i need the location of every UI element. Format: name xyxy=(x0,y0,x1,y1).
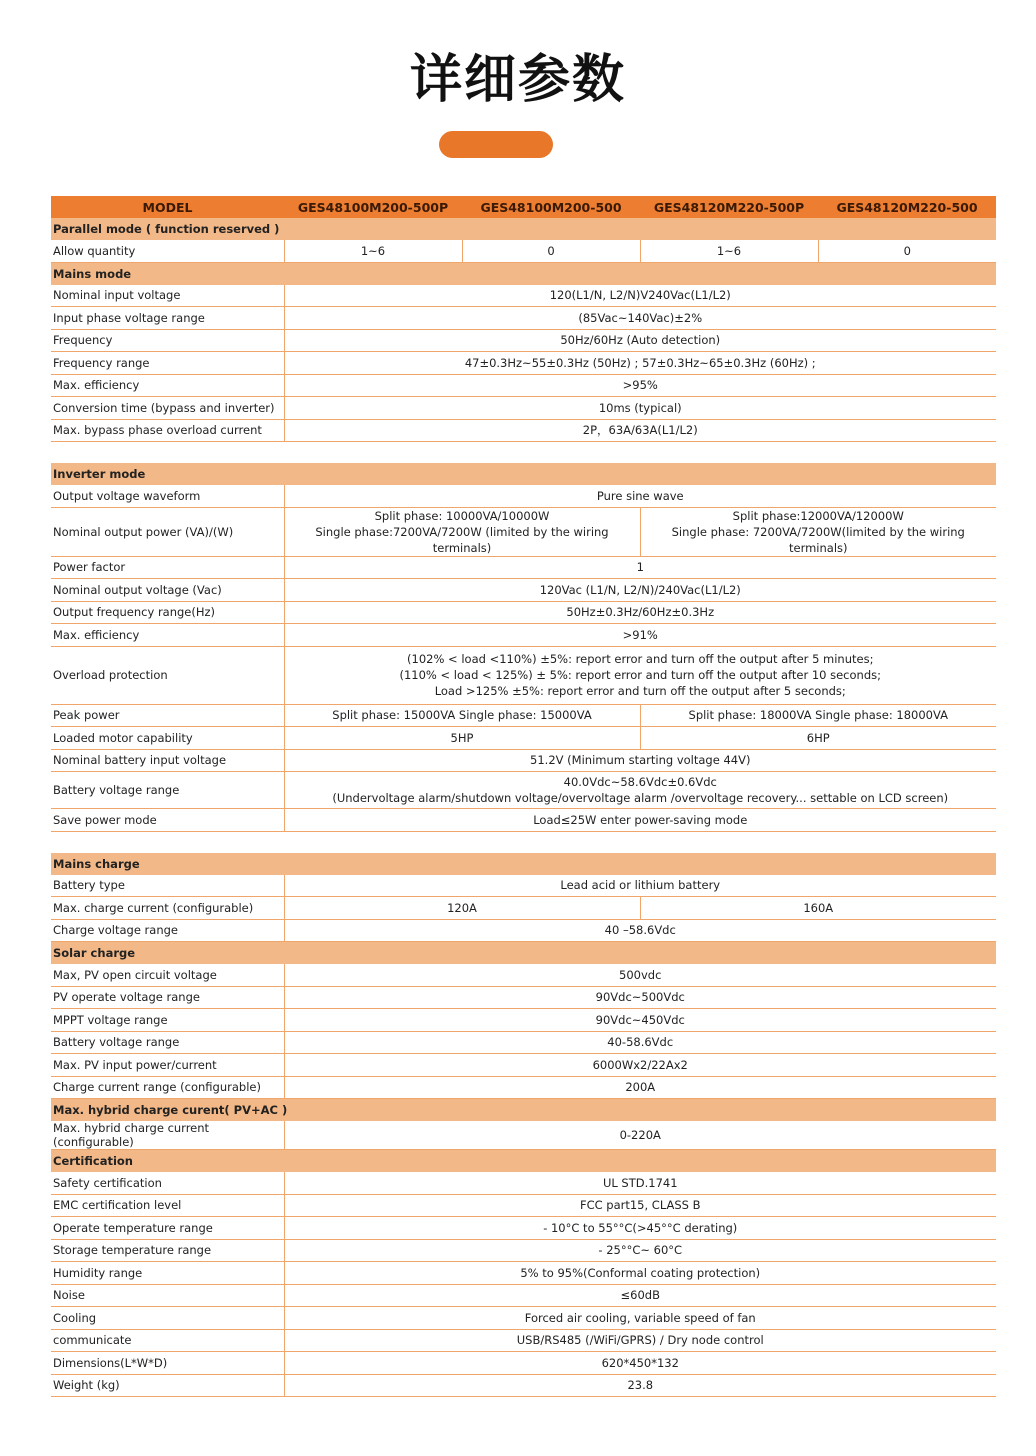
row-value: 620*450*132 xyxy=(284,1352,996,1375)
spacer xyxy=(51,442,996,464)
row-value: 47±0.3Hz~55±0.3Hz (50Hz) ; 57±0.3Hz~65±0.3Hz (60Hz) ; xyxy=(284,352,996,375)
section-row xyxy=(51,853,996,875)
row-value: ≤60dB xyxy=(284,1284,996,1307)
row-value: 200A xyxy=(284,1076,996,1099)
row-value: Lead acid or lithium battery xyxy=(284,875,996,897)
table-row xyxy=(51,1217,996,1240)
table-row xyxy=(51,1239,996,1262)
row-value: 40-58.6Vdc xyxy=(284,1031,996,1054)
table-row xyxy=(51,1374,996,1397)
table-row xyxy=(51,1076,996,1099)
row-value: 160A xyxy=(640,897,996,920)
row-value: 500vdc xyxy=(284,964,996,986)
table-row xyxy=(51,1307,996,1330)
row-label: Battery type xyxy=(51,875,284,897)
row-label: Max. PV input power/current xyxy=(51,1054,284,1077)
row-label: Humidity range xyxy=(51,1262,284,1285)
section-row xyxy=(51,1099,996,1122)
table-row xyxy=(51,772,996,809)
row-value: 40 –58.6Vdc xyxy=(284,919,996,942)
row-label: Conversion time (bypass and inverter) xyxy=(51,397,284,420)
spacer-row xyxy=(51,831,996,853)
table-row xyxy=(51,352,996,375)
row-value xyxy=(640,507,996,556)
title-accent-bar xyxy=(439,131,553,158)
row-label: Safety certification xyxy=(51,1172,284,1194)
row-value: 51.2V (Minimum starting voltage 44V) xyxy=(284,749,996,772)
row-label: Frequency range xyxy=(51,352,284,375)
row-label: Battery voltage range xyxy=(51,772,284,809)
row-value: 1~6 xyxy=(284,240,462,262)
table-row xyxy=(51,727,996,750)
row-label: Nominal output voltage (Vac) xyxy=(51,579,284,602)
section-title: Parallel mode ( function reserved ) xyxy=(51,218,996,240)
table-row xyxy=(51,285,996,307)
section-title: Inverter mode xyxy=(51,463,996,485)
row-label: Charge voltage range xyxy=(51,919,284,942)
row-label: Output voltage waveform xyxy=(51,485,284,507)
row-label: Operate temperature range xyxy=(51,1217,284,1240)
row-value: 0 xyxy=(462,240,640,262)
row-label: Loaded motor capability xyxy=(51,727,284,750)
row-label: Battery voltage range xyxy=(51,1031,284,1054)
row-label: Max. efficiency xyxy=(51,374,284,397)
table-row xyxy=(51,964,996,986)
row-label: Max. bypass phase overload current xyxy=(51,419,284,442)
spacer xyxy=(51,831,996,853)
row-label: Weight (kg) xyxy=(51,1374,284,1397)
row-value: 10ms (typical) xyxy=(284,397,996,420)
row-value: 120A xyxy=(284,897,640,920)
table-row xyxy=(51,601,996,624)
row-value: UL STD.1741 xyxy=(284,1172,996,1194)
row-label: PV operate voltage range xyxy=(51,986,284,1009)
row-label: Dimensions(L*W*D) xyxy=(51,1352,284,1375)
row-value xyxy=(284,772,996,809)
header-model: MODEL xyxy=(51,196,284,218)
row-value: 0-220A xyxy=(284,1121,996,1150)
row-label: Max. charge current (configurable) xyxy=(51,897,284,920)
row-value: 90Vdc~500Vdc xyxy=(284,986,996,1009)
row-value: - 25°°C~ 60°C xyxy=(284,1239,996,1262)
row-label: Max, PV open circuit voltage xyxy=(51,964,284,986)
row-value: Pure sine wave xyxy=(284,485,996,507)
row-value: 1 xyxy=(284,556,996,579)
row-value: (85Vac~140Vac)±2% xyxy=(284,307,996,330)
table-row xyxy=(51,897,996,920)
value-line: (Undervoltage alarm/shutdown voltage/overvoltage alarm /overvoltage recovery... settable on LCD screen) xyxy=(332,791,949,805)
table-row xyxy=(51,1262,996,1285)
row-label: Allow quantity xyxy=(51,240,284,262)
section-title: Mains charge xyxy=(51,853,996,875)
value-line: (102% < load <110%) ±5%: report error and turn off the output after 5 minutes; xyxy=(407,652,874,666)
row-label: communicate xyxy=(51,1329,284,1352)
row-value: 50Hz/60Hz (Auto detection) xyxy=(284,329,996,352)
table-row xyxy=(51,646,996,704)
table-row xyxy=(51,1194,996,1217)
row-label: Cooling xyxy=(51,1307,284,1330)
header-model-1: GES48100M200-500P xyxy=(284,196,462,218)
value-line: (110% < load < 125%) ± 5%: report error and turn off the output after 10 seconds; xyxy=(399,668,881,682)
table-row xyxy=(51,1121,996,1150)
section-title: Max. hybrid charge curent( PV+AC ) xyxy=(51,1099,996,1122)
row-value: Load≤25W enter power-saving mode xyxy=(284,809,996,832)
row-value: FCC part15, CLASS B xyxy=(284,1194,996,1217)
table-row xyxy=(51,919,996,942)
table-row xyxy=(51,1009,996,1032)
page-title: 详细参数 xyxy=(409,50,626,110)
row-value: Split phase: 15000VA Single phase: 15000VA xyxy=(284,704,640,727)
table-row xyxy=(51,1352,996,1375)
table-row xyxy=(51,1172,996,1194)
section-row xyxy=(51,218,996,240)
value-line: Load >125% ±5%: report error and turn off the output after 5 seconds; xyxy=(434,684,846,698)
table-row xyxy=(51,507,996,556)
table-row xyxy=(51,1054,996,1077)
table-row xyxy=(51,809,996,832)
value-line: 40.0Vdc~58.6Vdc±0.6Vdc xyxy=(563,775,717,789)
row-label: MPPT voltage range xyxy=(51,1009,284,1032)
row-value: 120(L1/N, L2/N)V240Vac(L1/L2) xyxy=(284,285,996,307)
section-row xyxy=(51,262,996,285)
row-label: EMC certification level xyxy=(51,1194,284,1217)
table-row xyxy=(51,704,996,727)
row-label: Overload protection xyxy=(51,646,284,704)
table-row xyxy=(51,485,996,507)
row-value: 23.8 xyxy=(284,1374,996,1397)
row-value xyxy=(284,507,640,556)
row-value: 2P，63A/63A(L1/L2) xyxy=(284,419,996,442)
row-value: 50Hz±0.3Hz/60Hz±0.3Hz xyxy=(284,601,996,624)
section-row xyxy=(51,1150,996,1173)
row-label: Peak power xyxy=(51,704,284,727)
table-row xyxy=(51,1284,996,1307)
table-row xyxy=(51,374,996,397)
section-title: Solar charge xyxy=(51,942,996,965)
row-value: Split phase: 18000VA Single phase: 18000VA xyxy=(640,704,996,727)
row-label: Noise xyxy=(51,1284,284,1307)
table-row xyxy=(51,875,996,897)
row-label: Charge current range (configurable) xyxy=(51,1076,284,1099)
row-label: Storage temperature range xyxy=(51,1239,284,1262)
row-value: >91% xyxy=(284,624,996,647)
section-row xyxy=(51,942,996,965)
row-label: Max. hybrid charge current (configurable) xyxy=(51,1121,284,1150)
header-model-2: GES48100M200-500 xyxy=(462,196,640,218)
row-value: 6000Wx2/22Ax2 xyxy=(284,1054,996,1077)
table-row xyxy=(51,556,996,579)
table-row xyxy=(51,329,996,352)
row-label: Input phase voltage range xyxy=(51,307,284,330)
value-line: Single phase: 7200VA/7200W(limited by the wiring terminals) xyxy=(671,524,965,555)
row-value: 5% to 95%(Conformal coating protection) xyxy=(284,1262,996,1285)
spacer-row xyxy=(51,442,996,464)
row-label: Output frequency range(Hz) xyxy=(51,601,284,624)
table-row xyxy=(51,419,996,442)
row-value xyxy=(284,646,996,704)
row-value: 1~6 xyxy=(640,240,818,262)
section-title: Mains mode xyxy=(51,262,996,285)
table-row xyxy=(51,986,996,1009)
row-value: USB/RS485 (/WiFi/GPRS) / Dry node control xyxy=(284,1329,996,1352)
value-line: Split phase:12000VA/12000W xyxy=(732,508,904,523)
section-title: Certification xyxy=(51,1150,996,1173)
table-row xyxy=(51,240,996,262)
table-row xyxy=(51,307,996,330)
row-value: 120Vac (L1/N, L2/N)/240Vac(L1/L2) xyxy=(284,579,996,602)
row-label: Max. efficiency xyxy=(51,624,284,647)
row-value: >95% xyxy=(284,374,996,397)
table-row xyxy=(51,749,996,772)
row-label: Nominal battery input voltage xyxy=(51,749,284,772)
row-value: - 10°C to 55°°C(>45°°C derating) xyxy=(284,1217,996,1240)
row-value: 0 xyxy=(818,240,996,262)
row-label: Save power mode xyxy=(51,809,284,832)
table-row xyxy=(51,397,996,420)
table-row xyxy=(51,1329,996,1352)
row-label: Frequency xyxy=(51,329,284,352)
row-label: Nominal output power (VA)/(W) xyxy=(51,507,284,556)
row-value: 90Vdc~450Vdc xyxy=(284,1009,996,1032)
header-model-3: GES48120M220-500P xyxy=(640,196,818,218)
spec-table xyxy=(51,196,996,1397)
table-row xyxy=(51,624,996,647)
row-value: 5HP xyxy=(284,727,640,750)
row-value: Forced air cooling, variable speed of fan xyxy=(284,1307,996,1330)
value-line: Single phase:7200VA/7200W (limited by the wiring terminals) xyxy=(315,524,609,555)
section-row xyxy=(51,463,996,485)
table-header-row xyxy=(51,196,996,218)
row-value: 6HP xyxy=(640,727,996,750)
row-label: Nominal input voltage xyxy=(51,285,284,307)
row-label: Power factor xyxy=(51,556,284,579)
header-model-4: GES48120M220-500 xyxy=(818,196,996,218)
value-line: Split phase: 10000VA/10000W xyxy=(374,508,550,523)
table-row xyxy=(51,579,996,602)
table-row xyxy=(51,1031,996,1054)
